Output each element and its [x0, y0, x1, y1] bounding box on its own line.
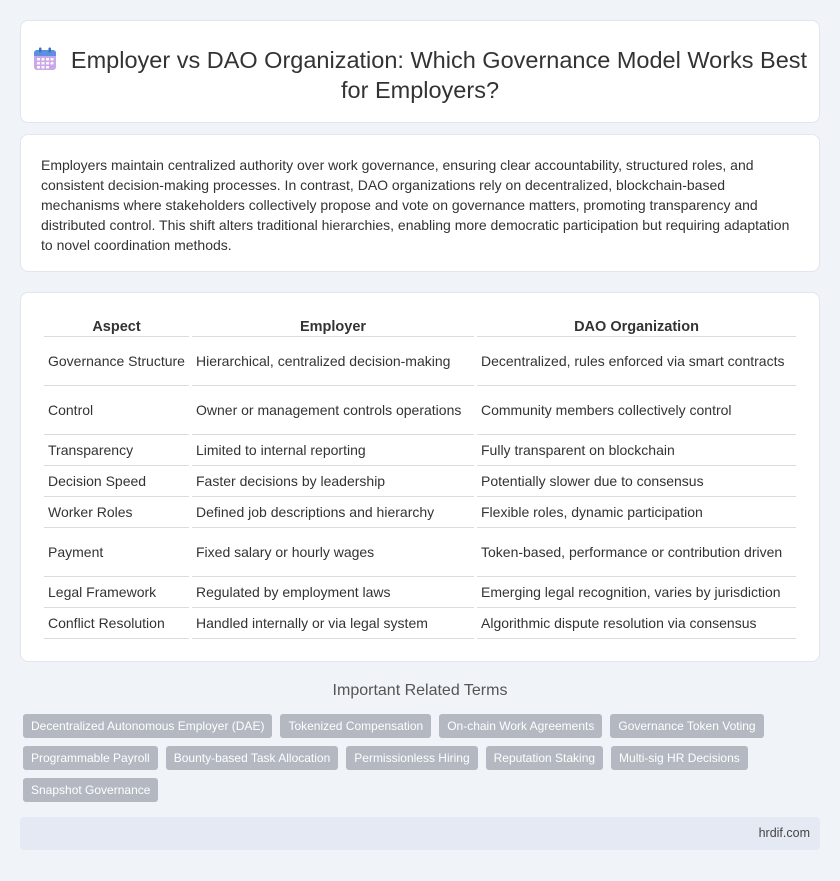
dao-cell: Token-based, performance or contribution driven: [477, 528, 796, 577]
aspect-cell: Conflict Resolution: [44, 608, 189, 639]
dao-cell: Decentralized, rules enforced via smart contracts: [477, 337, 796, 386]
table-row: [44, 577, 796, 608]
table-row: [44, 497, 796, 528]
comparison-table: [41, 317, 799, 639]
employer-cell: Limited to internal reporting: [192, 435, 474, 466]
aspect-cell: Legal Framework: [44, 577, 189, 608]
page-title: [21, 45, 819, 105]
related-terms-list: [23, 714, 803, 802]
intro-card: [20, 134, 820, 272]
aspect-cell: Governance Structure: [44, 337, 189, 386]
table-row: [44, 608, 796, 639]
dao-cell: Emerging legal recognition, varies by jurisdiction: [477, 577, 796, 608]
table-row: [44, 435, 796, 466]
footer-bar: [20, 817, 820, 850]
related-term-tag[interactable]: Programmable Payroll: [23, 746, 158, 770]
employer-cell: Fixed salary or hourly wages: [192, 528, 474, 577]
related-term-tag[interactable]: Bounty-based Task Allocation: [166, 746, 339, 770]
comparison-card: [20, 292, 820, 662]
related-term-tag[interactable]: Permissionless Hiring: [346, 746, 477, 770]
header-dao: DAO Organization: [477, 317, 796, 337]
related-term-tag[interactable]: Tokenized Compensation: [280, 714, 431, 738]
related-term-tag[interactable]: On-chain Work Agreements: [439, 714, 602, 738]
dao-cell: Fully transparent on blockchain: [477, 435, 796, 466]
aspect-cell: Payment: [44, 528, 189, 577]
footer-site-link[interactable]: hrdif.com: [758, 826, 810, 840]
header-employer: Employer: [192, 317, 474, 337]
employer-cell: Owner or management controls operations: [192, 386, 474, 435]
table-header-row: [44, 317, 796, 337]
related-terms-heading: Important Related Terms: [332, 682, 508, 699]
header-aspect: Aspect: [44, 317, 189, 337]
employer-cell: Handled internally or via legal system: [192, 608, 474, 639]
table-row: [44, 528, 796, 577]
dao-cell: Algorithmic dispute resolution via consensus: [477, 608, 796, 639]
table-row: [44, 386, 796, 435]
calendar-grid-icon: [33, 47, 57, 71]
aspect-cell: Control: [44, 386, 189, 435]
dao-cell: Community members collectively control: [477, 386, 796, 435]
employer-cell: Defined job descriptions and hierarchy: [192, 497, 474, 528]
related-term-tag[interactable]: Governance Token Voting: [610, 714, 763, 738]
related-term-tag[interactable]: Multi-sig HR Decisions: [611, 746, 748, 770]
aspect-cell: Decision Speed: [44, 466, 189, 497]
table-row: [44, 466, 796, 497]
employer-cell: Faster decisions by leadership: [192, 466, 474, 497]
intro-paragraph: Employers maintain centralized authority over work governance, ensuring clear accountability, structured roles, and consistent decision-making processes. In contrast, DAO organizations rely on decentralized, blockchain-based mechanisms where stakeholders collectively propose and vote on governance matters, promoting transparency and distributed control. This shift alters traditional hierarchies, enabling more democratic participation but requiring adaptation to novel coordination methods.: [41, 157, 790, 253]
related-term-tag[interactable]: Snapshot Governance: [23, 778, 158, 802]
related-term-tag[interactable]: Reputation Staking: [486, 746, 603, 770]
employer-cell: Hierarchical, centralized decision-making: [192, 337, 474, 386]
related-term-tag[interactable]: Decentralized Autonomous Employer (DAE): [23, 714, 272, 738]
aspect-cell: Transparency: [44, 435, 189, 466]
aspect-cell: Worker Roles: [44, 497, 189, 528]
table-row: [44, 337, 796, 386]
header-card: [20, 20, 820, 123]
dao-cell: Potentially slower due to consensus: [477, 466, 796, 497]
page-title-text: Employer vs DAO Organization: Which Governance Model Works Best for Employers?: [70, 47, 808, 103]
employer-cell: Regulated by employment laws: [192, 577, 474, 608]
dao-cell: Flexible roles, dynamic participation: [477, 497, 796, 528]
